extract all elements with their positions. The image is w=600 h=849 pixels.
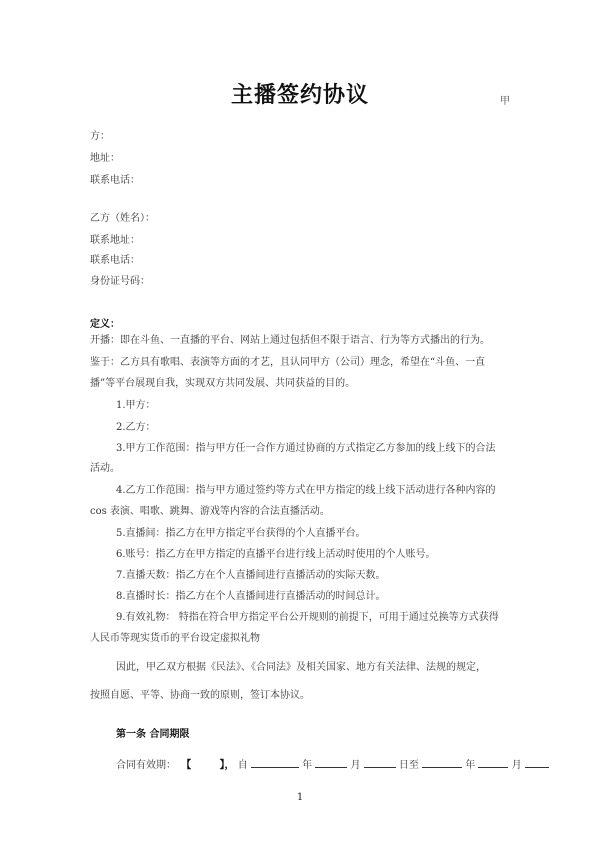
therefore-line-1: 因此，甲乙双方根据《民法》、《合同法》及相关国家、地方有关法律、法规的规定， [116, 662, 486, 673]
party-a-address: 地址： [90, 153, 120, 164]
party-b-name: 乙方（姓名）： [90, 213, 155, 224]
definition-item-9b: 人民币等现实货币的平台设定虚拟礼物 [90, 633, 260, 644]
definition-item-8: 8.直播时长：指乙方在个人直播间进行直播活动的时间总计。 [116, 591, 386, 602]
party-b-phone: 联系电话： [90, 255, 140, 266]
year-label-1: 年 [302, 760, 313, 771]
start-year-blank[interactable] [251, 756, 299, 768]
definition-item-5: 5.直播间：指乙方在甲方指定平台获得的个人直播平台。 [116, 528, 366, 539]
definition-item-6: 6.账号：指乙方在甲方指定的直播平台进行线上活动时使用的个人账号。 [116, 549, 436, 560]
end-month-blank[interactable] [478, 756, 508, 768]
month-label-2: 月 [511, 760, 522, 771]
definition-item-9a: 9.有效礼物： 特指在符合甲方指定平台公开规则的前提下，可用于通过兑换等方式获得 [116, 612, 499, 623]
definition-item-3b: 活动。 [90, 463, 120, 474]
party-a-phone: 联系电话： [90, 175, 140, 186]
party-b-address: 联系地址： [90, 235, 140, 246]
definition-item-2: 2.乙方： [116, 422, 156, 433]
definition-intro-3: 播”等平台展现自我，实现双方共同发展、共同获益的目的。 [90, 378, 356, 389]
day-to-label: 日至 [398, 760, 419, 771]
start-day-blank[interactable] [364, 756, 396, 768]
end-year-blank[interactable] [422, 756, 462, 768]
definition-item-4a: 4.乙方工作范围：指与甲方通过签约等方式在甲方指定的线上线下活动进行各种内容的 [116, 485, 496, 496]
definition-intro-2: 鉴于：乙方具有歌唱、表演等方面的才艺，且认同甲方（公司）理念，希望在“斗鱼、一直 [90, 357, 486, 368]
definition-item-7: 7.直播天数：指乙方在个人直播间进行直播活动的实际天数。 [116, 570, 386, 581]
month-label-1: 月 [350, 760, 361, 771]
definition-intro-1: 开播：即在斗鱼、一直播的平台、网站上通过包括但不限于语言、行为等方式播出的行为。 [90, 335, 490, 346]
definition-item-4b: cos 表演、唱歌、跳舞、游戏等内容的合法直播活动。 [90, 506, 330, 517]
party-b-id: 身份证号码： [90, 276, 150, 287]
end-day-blank[interactable] [525, 756, 549, 768]
bracket-open: 【 [181, 760, 192, 771]
contract-term-line [116, 756, 549, 773]
start-month-blank[interactable] [315, 756, 347, 768]
corner-label: 甲 [500, 96, 510, 107]
party-a-label: 方： [90, 131, 110, 142]
definitions-heading: 定义： [90, 319, 120, 330]
from-label: 自 [237, 760, 248, 771]
definition-item-3a: 3.甲方工作范围：指与甲方任一合作方通过协商的方式指定乙方参加的线上线下的合法 [116, 443, 496, 454]
page-number: 1 [296, 792, 304, 803]
year-label-2: 年 [465, 760, 476, 771]
definition-item-1: 1.甲方： [116, 400, 156, 411]
article-1-heading: 第一条 合同期限 [116, 729, 190, 740]
term-label: 合同有效期： [116, 760, 176, 771]
bracket-close: 】， [219, 760, 235, 771]
therefore-line-2: 按照自愿、平等、协商一致的原则，签订本协议。 [90, 690, 310, 701]
document-title: 主播签约协议 [230, 83, 369, 108]
